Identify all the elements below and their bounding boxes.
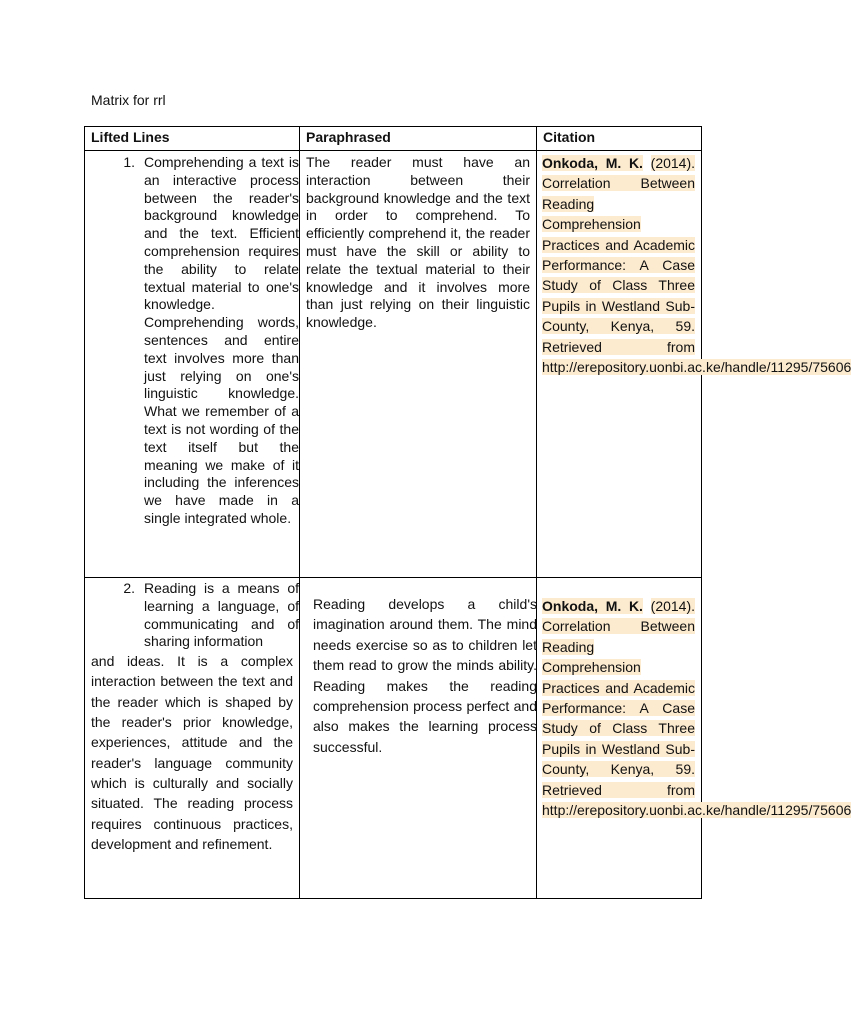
paraphrased-cell xyxy=(300,151,537,578)
paraphrased-cell xyxy=(300,578,537,899)
lifted-lines-continued: and ideas. It is a complex interaction between the text and the reader which is shaped by the reader's prior knowledge, experiences, attitude and the reader's language community which is culturally and socially situated. The reading process requires continuous practices, development and refinement. xyxy=(91,653,293,852)
header-paraphrased: Paraphrased xyxy=(300,127,537,151)
citation-body: (2014). Correlation Between Reading Comprehension Practices and Academic Performance: A Case Study of Class Three Pupils in Westland Sub- County, Kenya, 59. Retrieved from http://erepository.uonbi.ac.ke/handle/11295/75606 xyxy=(542,598,851,819)
page-title: Matrix for rrl xyxy=(91,92,166,108)
list-number: 2. xyxy=(123,580,135,596)
citation-author: Onkoda, M. K. xyxy=(542,598,643,614)
table-row xyxy=(85,151,702,578)
citation-body: (2014). Correlation Between Reading Comprehension Practices and Academic Performance: A Case Study of Class Three Pupils in Westland Sub- County, Kenya, 59. Retrieved from http://erepository.uonbi.ac.ke/handle/11295/75606 xyxy=(542,155,851,376)
paraphrased-text: Reading develops a child's imagination around them. The mind needs exercise so as to children let them read to grow the minds ability. Reading makes the reading comprehension process perfect and also makes the learning process successful. xyxy=(313,596,537,755)
citation-text xyxy=(537,578,851,820)
lifted-lines-cell xyxy=(85,578,300,899)
paraphrased-text: The reader must have an interaction between their background knowledge and the text in order to comprehend. To efficiently comprehend it, the reader must have the skill or ability to relate the textual material to their knowledge and it involves more than just relying on their linguistic knowledge. xyxy=(306,154,530,331)
list-number: 1. xyxy=(123,154,135,170)
lifted-lines-text: Reading is a means of learning a language, of communicating and of sharing information xyxy=(144,580,299,650)
table-row xyxy=(85,578,702,899)
lifted-lines-text: Comprehending a text is an interactive process between the reader's background knowledge and the text. Efficient comprehension requires the ability to relate textual material to one's knowledge. Comprehending words, sentences and entire text involves more than just relying on one's linguistic knowledge. What we remember of a text is not wording of the text itself but the meaning we make of it including the inferences we have made in a single integrated whole. xyxy=(144,154,299,526)
citation-text xyxy=(537,151,851,377)
citation-cell xyxy=(537,578,851,899)
lifted-lines-cell xyxy=(85,151,300,578)
rrl-matrix-table xyxy=(84,126,851,899)
citation-author: Onkoda, M. K. xyxy=(542,155,643,171)
citation-cell xyxy=(537,151,851,578)
header-citation: Citation xyxy=(537,127,702,151)
header-row xyxy=(85,127,702,151)
header-lifted-lines: Lifted Lines xyxy=(85,127,300,151)
